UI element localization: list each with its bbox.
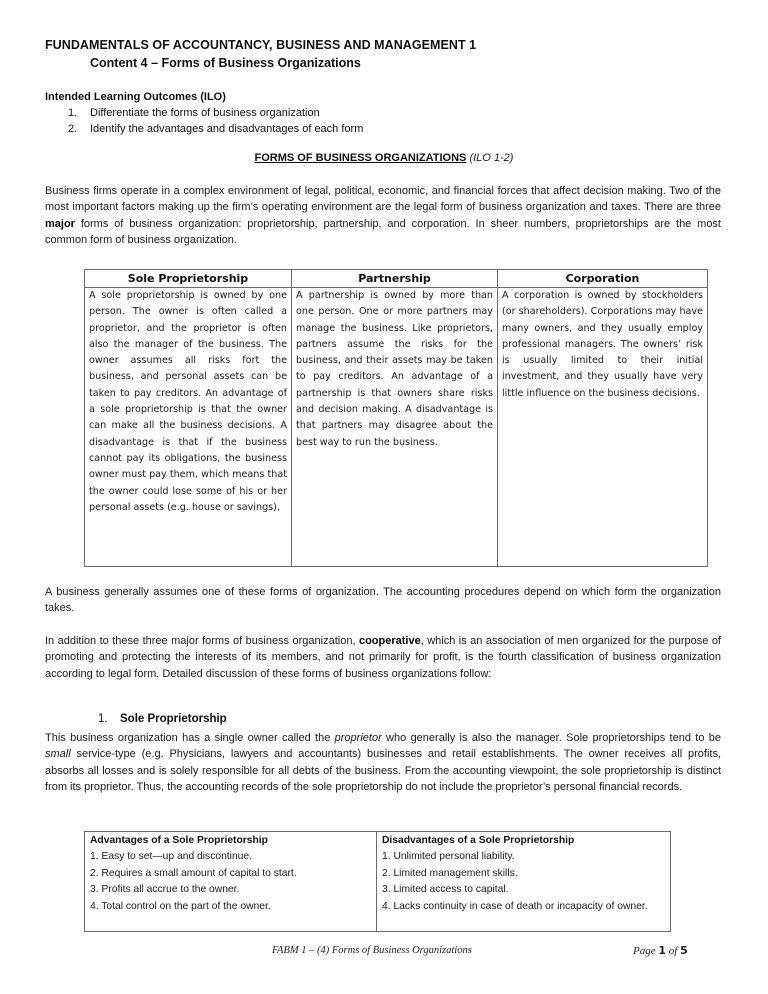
list-item: 4. Total control on the part of the owner. [90,900,271,912]
column-header-sole-proprietorship: Sole Proprietorship [85,270,292,288]
cell-corporation [498,288,708,567]
intro-emphasis: major [45,217,75,230]
section-heading-ilo-ref: (ILO 1-2) [469,152,514,164]
list-item: 3. Profits all accrue to the owner. [90,884,240,895]
list-item: 4. Lacks continuity in case of death or incapacity of owner. [382,900,648,912]
cell-text: A sole proprietorship is owned by one person. The owner is often called a proprietor, and the proprietor is often also the manager of the business. The owner assumes all risks fort the business, and personal assets can be taken to pay creditors. An advantage of a sole proprietorship is that the owner can make all the business decisions. A disadvantage is that if the business cannot pay its obligations, the business owner must pay them, which means that the owner could lose some of his or her personal assets (e.g. house or savings). [89,290,287,513]
intro-paragraph [45,183,721,248]
cooperative-text: In addition to these three major forms of business organization, [45,635,359,647]
table-header-row [85,270,708,288]
table-row [85,832,671,932]
section-heading-title: FORMS OF BUSINESS ORGANIZATIONS [254,152,467,164]
cell-sole-proprietorship [85,288,292,567]
ilo-heading: Intended Learning Outcomes (ILO) [45,91,226,103]
section-label: Sole Proprietorship [120,713,227,725]
sole-proprietorship-paragraph [45,730,721,795]
forms-comparison-table [84,269,708,567]
cell-partnership [292,288,498,567]
assumes-paragraph: A business generally assumes one of these forms of organization. The accounting procedures depend on which form the organization takes. [45,586,721,615]
cell-text: A corporation is owned by stockholders (or shareholders). Corporations may have many owners, and they usually employ professional managers. The owners’ risk is usually limited to their initial investment, and they usually have very little influence on the business decisions. [502,290,703,399]
sole-proprietorship-heading [98,713,227,725]
list-item: 2. Limited management skills. [382,867,518,879]
section-heading [0,152,768,164]
disadvantages-heading: Disadvantages of a Sole Proprietorship [382,835,575,846]
document-subtitle: Content 4 – Forms of Business Organizations [90,56,361,70]
column-header-corporation: Corporation [498,270,708,288]
footer-page-number [633,944,688,957]
list-item: 3. Limited access to capital. [382,884,509,895]
cooperative-paragraph [45,633,721,682]
sole-text: This business organization has a single owner called the [45,732,335,744]
advantages-heading: Advantages of a Sole Proprietorship [90,835,268,846]
page-word: Page [633,945,659,957]
ilo-item-text: Differentiate the forms of business organization [90,107,320,119]
advantages-disadvantages-table [84,831,671,932]
footer-document-label: FABM 1 – (4) Forms of Business Organizations [272,945,472,956]
ilo-item [68,121,363,137]
sole-text: who generally is also the manager. Sole proprietorships tend to be [381,732,722,744]
page-of: of [666,945,681,957]
sole-italic-term: small [45,748,71,761]
cell-text: A partnership is owned by more than one person. One or more partners may manage the business. Like proprietors, partners assume the risks for the business, and their assets may be taken to pay creditors. An advantage of a partnership is that owners share risks and decision making. A disadvantage is that partners may disagree about the best way to run the business. [296,290,493,448]
ilo-item-number: 1. [68,107,78,119]
disadvantages-cell [377,832,671,932]
ilo-list [68,105,363,137]
intro-text: forms of business organization: proprietorship, partnership, and corporation. In sheer numbers, proprietorships are the most common form of business organization. [45,217,721,246]
sole-text: service-type (e.g. Physicians, lawyers and accountants) businesses and retail establishments. The owner receives all profits, absorbs all losses and is solely responsible for all debts of the business. From the accounting viewpoint, the sole proprietorship is distinct from its proprietor. Thus, the accounting records of the sole proprietorship do not include the proprietor’s personal financial records. [45,748,721,793]
table-row [85,288,708,567]
column-header-partnership: Partnership [292,270,498,288]
intro-text: Business firms operate in a complex environment of legal, political, economic, and financial forces that affect decision making. Two of the most important factors making up the firm’s operating environment are the legal form of business organization and taxes. There are three [45,185,721,214]
document-title: FUNDAMENTALS OF ACCOUNTANCY, BUSINESS AND MANAGEMENT 1 [45,38,477,52]
disadvantages-list [382,849,665,915]
list-item: 2. Requires a small amount of capital to start. [90,867,297,879]
advantages-cell [85,832,377,932]
advantages-list [90,849,371,915]
cooperative-emphasis: cooperative [358,635,421,647]
list-item: 1. Easy to set—up and discontinue. [90,851,252,862]
ilo-item-number: 2. [68,123,78,135]
section-number: 1. [98,713,108,725]
sole-italic-term: proprietor [334,732,382,744]
total-pages: 5 [680,944,688,957]
list-item: 1. Unlimited personal liability. [382,851,515,862]
cooperative-text: , which is an association of men organized for the purpose of promoting and protecting the interests of its members, and not primarily for profit, is the fourth classification of business organization according to legal form. Detailed discussion of these forms of business organizations follow: [45,635,721,680]
ilo-item [68,105,363,121]
current-page: 1 [658,944,667,957]
ilo-item-text: Identify the advantages and disadvantages of each form [90,123,364,135]
